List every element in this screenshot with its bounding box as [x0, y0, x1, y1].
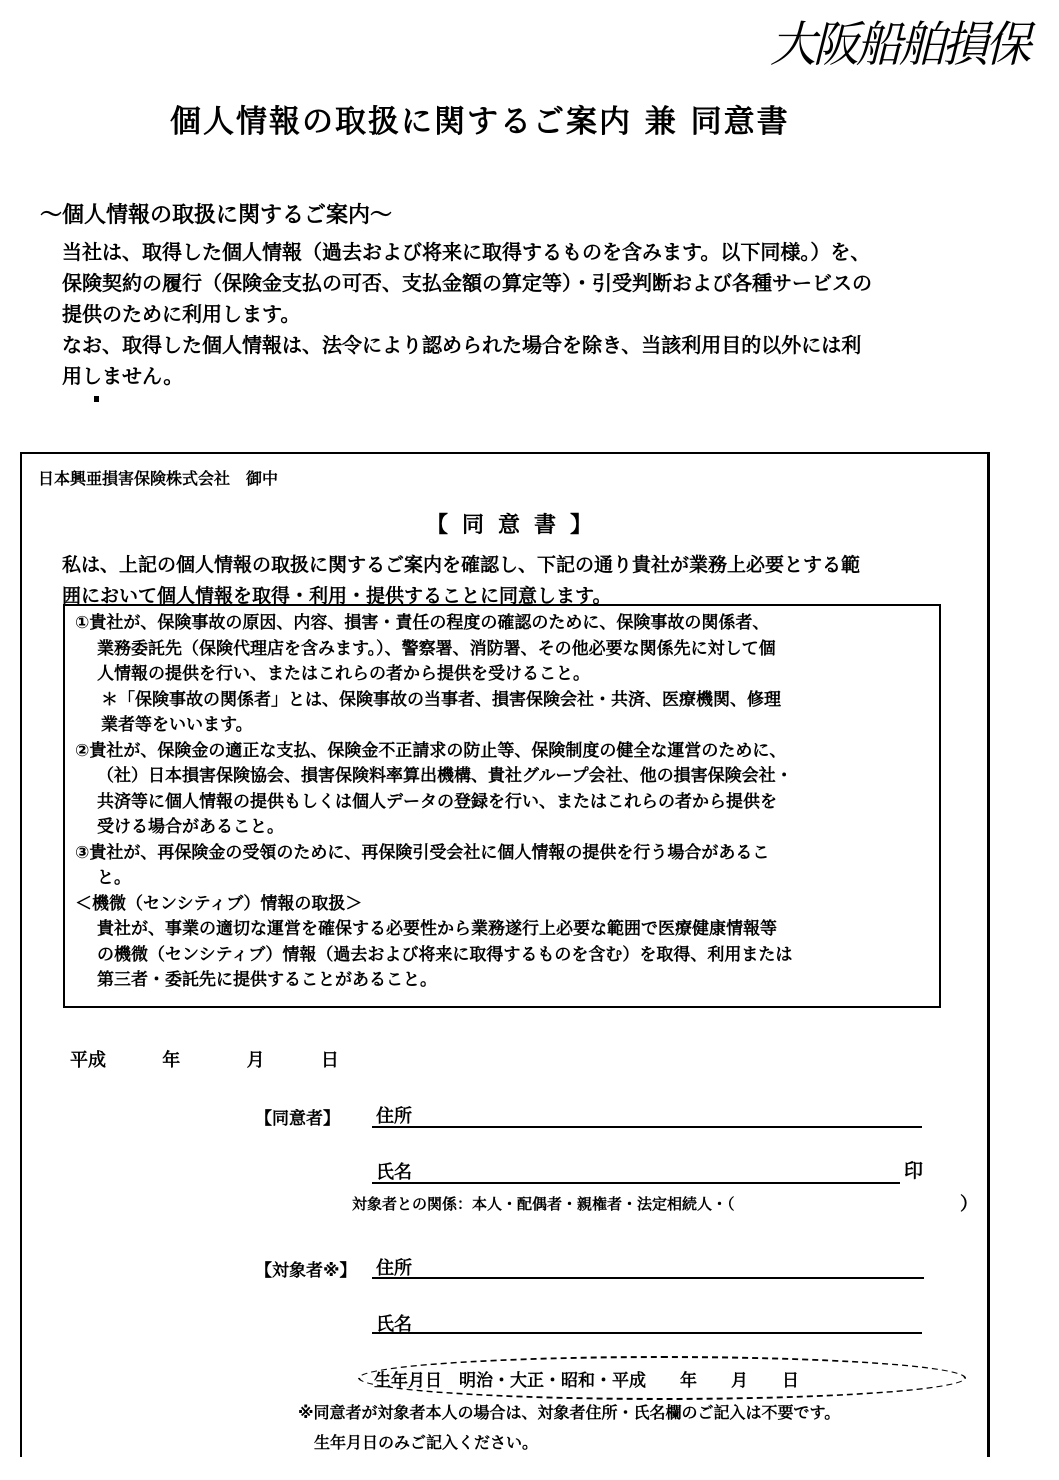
- consenter-label: 【同意者】: [255, 1109, 340, 1129]
- notice-line: 保険契約の履行（保険金支払の可否、支払金額の算定等）・引受判断および各種サービスの: [62, 271, 872, 295]
- notice-heading: 〜個人情報の取扱に関するご案内〜: [40, 203, 393, 228]
- handwritten-note: 大阪船舶損保: [767, 15, 1040, 73]
- footnote: [298, 1398, 840, 1458]
- consenter-name-label: 氏名: [376, 1162, 412, 1183]
- consent-lead: [62, 550, 860, 612]
- footnote-line: 生年月日のみご記入ください。: [314, 1433, 539, 1452]
- notice-body: [62, 237, 872, 392]
- consent-item-line: 業務委託先（保険代理店を含みます。）、警察署、消防署、その他必要な関係先に対して個: [97, 638, 776, 659]
- consent-item-line: 共済等に個人情報の提供もしくは個人データの登録を行い、またはこれらの者から提供を: [97, 791, 777, 812]
- consent-item-line: ＊「保険事故の関係者」とは、保険事故の当事者、損害保険会社・共済、医療機関、修理: [101, 689, 781, 710]
- date-row[interactable]: [70, 1046, 339, 1072]
- notice-line: 提供のために利用します。: [62, 302, 301, 326]
- consenter-address-label: 住所: [376, 1106, 412, 1127]
- subject-address-field[interactable]: [372, 1277, 924, 1279]
- subject-name-field[interactable]: [372, 1332, 922, 1334]
- footnote-line: ※同意者が対象者本人の場合は、対象者住所・氏名欄のご記入は不要です。: [298, 1403, 841, 1422]
- consent-item-line: の機微（センシティブ）情報（過去および将来に取得するものを含む）を取得、利用または: [97, 944, 793, 965]
- consenter-name-field[interactable]: [372, 1182, 900, 1184]
- seal-mark: 印: [904, 1160, 924, 1182]
- consent-item-line: 受ける場合があること。: [97, 817, 284, 837]
- date-day: 日: [320, 1050, 339, 1071]
- consenter-relation[interactable]: 対象者との関係：本人・配偶者・親権者・法定相続人・（: [352, 1195, 735, 1213]
- subject-birthdate[interactable]: 生年月日 明治・大正・昭和・平成 年 月 日: [374, 1371, 799, 1391]
- consent-lead-line: 囲において個人情報を取得・利用・提供することに同意します。: [62, 585, 612, 607]
- notice-line: 用しません。: [62, 364, 184, 388]
- consent-items: [75, 611, 793, 994]
- notice-line: なお、取得した個人情報は、法令により認められた場合を除き、当該利用目的以外には利: [62, 333, 862, 357]
- subject-label: 【対象者※】: [255, 1261, 357, 1281]
- consent-item-line: 人情報の提供を行い、またはこれらの者から提供を受けること。: [97, 664, 590, 684]
- date-era: 平成: [70, 1050, 106, 1071]
- date-month: 月: [246, 1050, 265, 1071]
- consent-item-line: ②貴社が、保険金の適正な支払、保険金不正請求の防止等、保険制度の健全な運営のために、: [75, 740, 787, 761]
- subject-address-label: 住所: [376, 1258, 412, 1279]
- consent-title: 【同意書】: [426, 513, 607, 538]
- consent-item-line: ①貴社が、保険事故の原因、内容、損害・責任の程度の確認のために、保険事故の関係者、: [75, 613, 770, 633]
- document-title: 個人情報の取扱に関するご案内 兼 同意書: [170, 104, 790, 140]
- subject-name-label: 氏名: [376, 1314, 412, 1335]
- consent-item-line: ＜機微（センシティブ）情報の取扱＞: [75, 893, 363, 914]
- addressee: 日本興亜損害保険株式会社 御中: [38, 469, 279, 488]
- notice-line: 当社は、取得した個人情報（過去および将来に取得するものを含みます。以下同様。）を、: [62, 240, 871, 264]
- consent-item-line: （社）日本損害保険協会、損害保険料率算出機構、貴社グループ会社、他の損害保険会社・: [97, 766, 793, 786]
- relation-close-paren: ）: [960, 1194, 978, 1215]
- consenter-address-field[interactable]: [372, 1126, 922, 1128]
- consent-lead-line: 私は、上記の個人情報の取扱に関するご案内を確認し、下記の通り貴社が業務上必要とする範: [62, 554, 861, 576]
- consent-item-line: 貴社が、事業の適切な運営を確保する必要性から業務遂行上必要な範囲で医療健康情報等: [97, 919, 777, 939]
- consent-item-line: ③貴社が、再保険金の受領のために、再保険引受会社に個人情報の提供を行う場合があるこ: [75, 842, 770, 863]
- scan-mark: [94, 396, 99, 402]
- consent-item-line: 第三者・委託先に提供することがあること。: [97, 970, 437, 990]
- consent-item-line: と。: [97, 868, 131, 888]
- date-year: 年: [162, 1050, 181, 1071]
- consent-item-line: 業者等をいいます。: [101, 715, 253, 735]
